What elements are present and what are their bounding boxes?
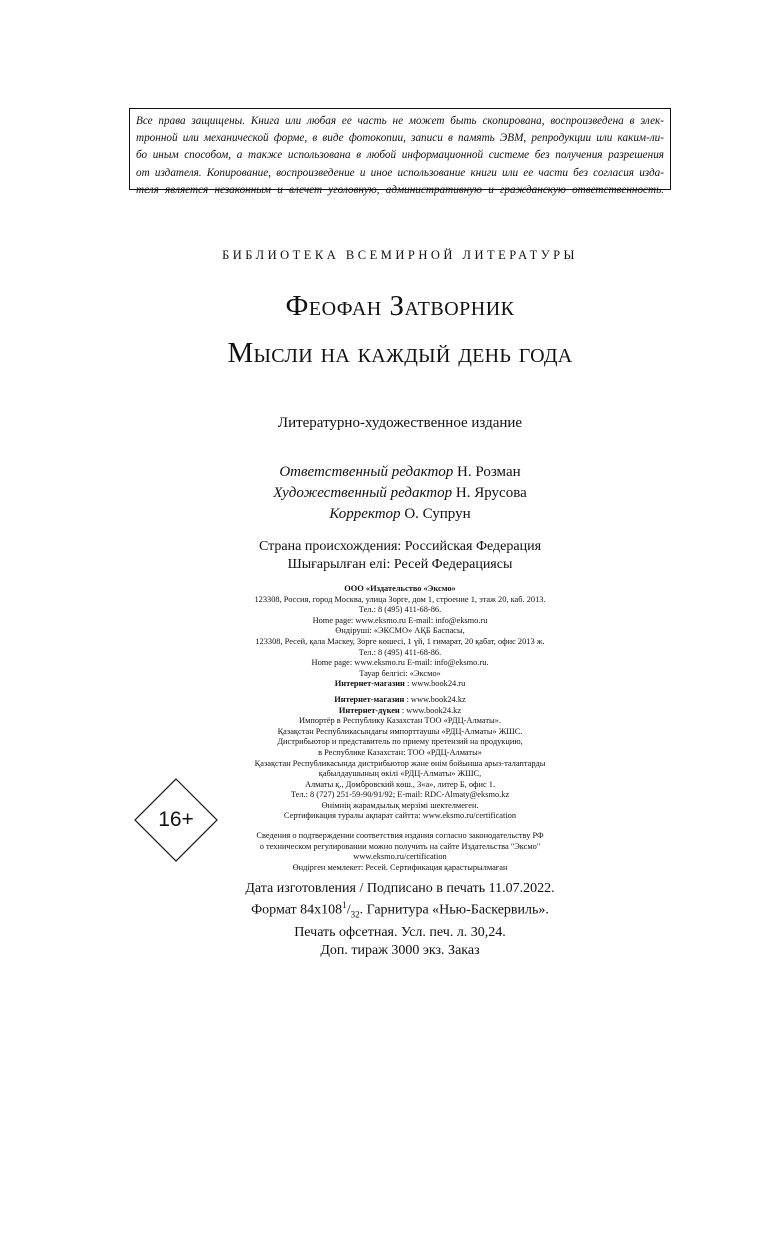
distribution-line: Импортёр в Республику Казахстан ТОО «РДЦ-Алматы».: [299, 716, 501, 726]
staff-row: [0, 462, 768, 483]
publisher-kz-maker: Өндіруші: «ЭКСМО» АҚБ Баспасы,: [335, 626, 465, 636]
print-method: Печать офсетная. Усл. печ. л. 30,24.: [294, 925, 506, 941]
online-shop-kz-local: Интернет-дүкен : www.book24.kz: [338, 705, 462, 715]
distribution-line: в Республике Казахстан: ТОО «РДЦ-Алматы»: [318, 747, 482, 757]
distribution-line: Дистрибьютор и представитель по приему претензий на продукцию,: [277, 737, 523, 747]
online-shop-ru: Интернет-магазин : www.book24.ru: [334, 679, 466, 689]
publisher-info: [0, 584, 768, 822]
staff-row: [0, 504, 768, 525]
copyright-line: Все права защищены. Книга или любая ее часть не может быть скопирована, воспроизведена в элек-: [136, 115, 664, 127]
copyright-line: бо иным способом, а также использована в любой информационной системе без получения разрешения: [136, 149, 664, 162]
certification-line: Өндірген мемлекет: Ресей. Сертификация қарастырылмаған: [292, 862, 508, 872]
publisher-name: ООО «Издательство «Эксмо»: [344, 584, 456, 593]
certification-line: Сведения о подтверждении соответствия издания согласно законодательству РФ: [256, 831, 544, 840]
copyright-line: теля является незаконным и влечет уголовную, административную и гражданскую ответственность.: [136, 183, 664, 196]
print-run: Доп. тираж 3000 экз. Заказ: [320, 942, 480, 958]
print-date: Дата изготовления / Подписано в печать 11.07.2022.: [245, 881, 555, 896]
edition-type: Литературно-художественное издание: [277, 415, 523, 431]
country-of-origin: [0, 538, 768, 574]
editorial-staff: [0, 462, 768, 525]
book-title: Мысли на каждый день года: [227, 337, 573, 369]
author-name: Феофан Затворник: [285, 290, 515, 322]
publisher-kz-phone: Тел.: 8 (495) 411-68-86.: [358, 647, 442, 657]
staff-person: Н. Ярусова: [455, 485, 527, 501]
certification-info: [0, 831, 768, 873]
country-ru: Страна происхождения: Российская Федерация: [258, 539, 542, 554]
staff-role: Ответственный редактор: [279, 464, 454, 480]
staff-role: Художественный редактор: [273, 485, 453, 501]
staff-person: Н. Розман: [457, 464, 521, 480]
distribution-line: Өнімнің жарамдылық мерзімі шектелмеген.: [321, 800, 479, 810]
certification-line: www.eksmo.ru/certification: [353, 852, 447, 862]
publisher-web: Home page: www.eksmo.ru E-mail: info@eksmo.ru: [312, 615, 488, 625]
distribution-line: Қазақстан Республикасындағы импорттаушы «РДЦ-Алматы» ЖШС.: [277, 726, 523, 736]
printing-info: [0, 880, 768, 959]
publisher-address: 123308, Россия, город Москва, улица Зорге, дом 1, строение 1, этаж 20, каб. 2013.: [254, 594, 546, 604]
copyright-line: тронной или механической форме, в виде фотокопии, записи в память ЭВМ, репродукции или каким-ли-: [136, 132, 664, 145]
copyright-notice: [129, 108, 671, 196]
publisher-kz-address: 123308, Ресей, қала Мәскеу, Зорге көшесі, 1 үй, 1 ғимарат, 20 қабат, офис 2013 ж.: [255, 636, 545, 646]
distribution-line: Тел.: 8 (727) 251-59-90/91/92; E-mail: RDC-Almaty@eksmo.kz: [290, 790, 510, 800]
online-shop-kz: Интернет-магазин : www.book24.kz: [334, 694, 466, 704]
staff-role: Корректор: [329, 506, 401, 522]
age-rating: 16+: [158, 808, 194, 831]
distribution-line: қабылдаушының өкілі «РДЦ-Алматы» ЖШС,: [318, 769, 482, 779]
publisher-kz-web: Home page: www.eksmo.ru E-mail: info@eksmo.ru.: [311, 658, 489, 668]
print-format: Формат $84x108^1/_{32}$. Гарнитура «Нью-Баскервиль».: [251, 900, 549, 920]
publisher-trademark: Тауар белгісі: «Эксмо»: [359, 668, 441, 678]
certification-line: о техническом регулировании можно получить на сайте Издательства "Эксмо": [259, 841, 541, 851]
copyright-line: от издателя. Копирование, воспроизведение и иное использование книги или ее части без согласия изда-: [136, 166, 664, 179]
country-kz: Шығарылған елі: Ресей Федерациясы: [287, 557, 513, 572]
distribution-line: Сертификация туралы ақпарат сайтта: www.eksmo.ru/certification: [283, 811, 517, 821]
distribution-line: Қазақстан Республикасында дистрибьютор және өнім бойынша арыз-талаптарды: [254, 758, 546, 768]
series-name: БИБЛИОТЕКА ВСЕМИРНОЙ ЛИТЕРАТУРЫ: [222, 248, 578, 262]
staff-row: [0, 483, 768, 504]
distribution-line: Алматы қ., Домбровский көш., 3«а», литер Б, офис 1.: [304, 779, 496, 789]
publisher-phone: Тел.: 8 (495) 411-68-86.: [358, 605, 442, 615]
staff-person: О. Супрун: [404, 506, 471, 522]
